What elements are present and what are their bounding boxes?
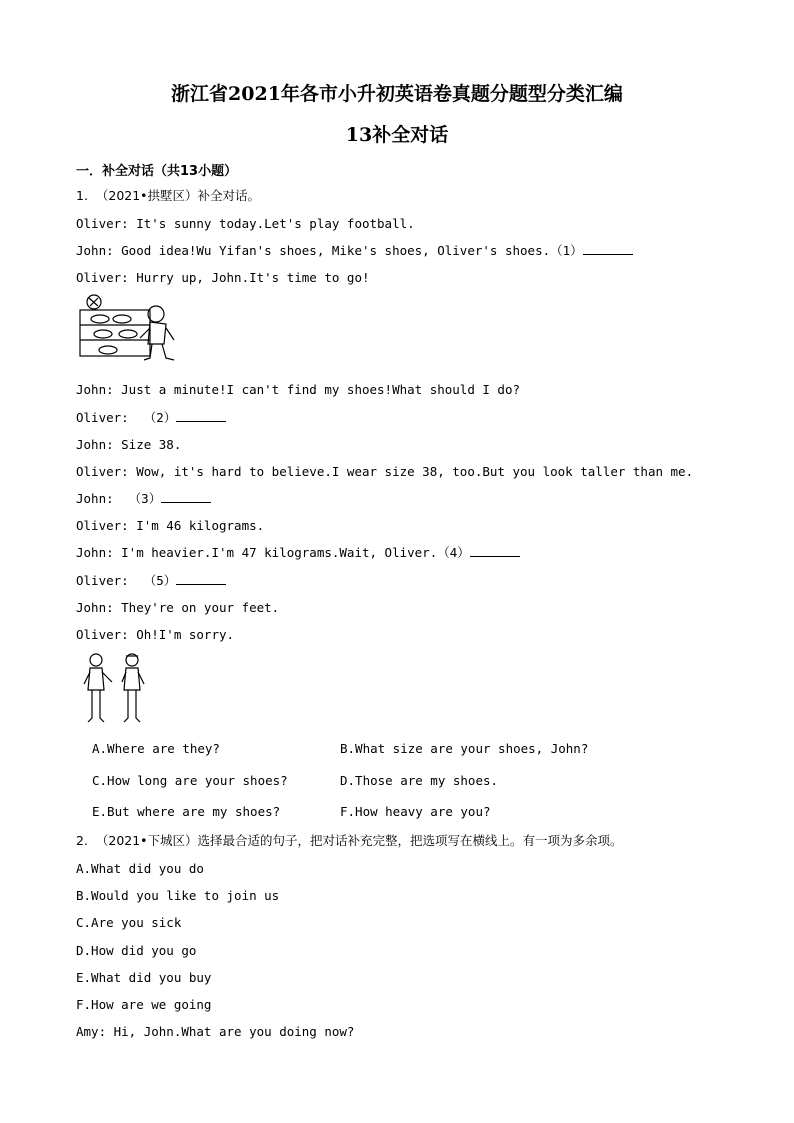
option-a: A.Where are they? — [92, 741, 220, 756]
dialogue-line: Oliver: I'm 46 kilograms. — [76, 518, 265, 533]
option-f: F.How heavy are you? — [340, 804, 491, 819]
option-line: F.How are we going — [76, 997, 212, 1012]
dialogue-line: John: They're on your feet. — [76, 600, 280, 615]
dialogue-line: Oliver: Wow, it's hard to believe.I wear size 38, too.But you look taller than me. — [76, 464, 694, 479]
dialogue-text: John: Good idea!Wu Yifan's shoes, Mike's shoes, Oliver's shoes.（1） — [76, 243, 583, 258]
option-line: D.How did you go — [76, 943, 197, 958]
document-title: 浙江省2021年各市小升初英语卷真题分题型分类汇编 — [171, 83, 623, 105]
dialogue-line — [76, 243, 633, 259]
dialogue-line: Oliver: Hurry up, John.It's time to go! — [76, 270, 370, 285]
answer-blank-4[interactable] — [470, 545, 520, 557]
option-e: E.But where are my shoes? — [92, 804, 281, 819]
option-d: D.Those are my shoes. — [340, 773, 499, 788]
dialogue-line — [76, 545, 520, 561]
dialogue-line — [76, 491, 211, 507]
section-heading: 一．补全对话（共13小题） — [76, 164, 238, 179]
option-line: C.Are you sick — [76, 915, 182, 930]
dialogue-line: Oliver: It's sunny today.Let's play football. — [76, 216, 415, 231]
dialogue-line: John: Size 38. — [76, 437, 182, 452]
question-1-header: 1. （2021•拱墅区）补全对话。 — [76, 188, 261, 203]
dialogue-line — [76, 573, 226, 589]
answer-blank-3[interactable] — [161, 491, 211, 503]
question-2-header: 2. （2021•下城区）选择最合适的句子，把对话补充完整，把选项写在横线上。有一项为多余项。 — [76, 833, 623, 848]
dialogue-text: Oliver: （5） — [76, 573, 177, 588]
option-line: B.Would you like to join us — [76, 888, 280, 903]
answer-blank-1[interactable] — [583, 243, 633, 255]
dialogue-line: John: Just a minute!I can't find my shoes!What should I do? — [76, 382, 521, 397]
dialogue-text: John: I'm heavier.I'm 47 kilograms.Wait, Oliver.（4） — [76, 545, 470, 560]
dialogue-text: John: （3） — [76, 491, 162, 506]
shoe-rack-illustration — [78, 294, 182, 364]
two-boys-illustration — [82, 652, 154, 726]
option-b: B.What size are your shoes, John? — [340, 741, 589, 756]
dialogue-line: Oliver: Oh!I'm sorry. — [76, 627, 235, 642]
option-line: A.What did you do — [76, 861, 204, 876]
dialogue-text: Oliver: （2） — [76, 410, 177, 425]
dialogue-line: Amy: Hi, John.What are you doing now? — [76, 1024, 355, 1039]
answer-blank-5[interactable] — [176, 573, 226, 585]
option-line: E.What did you buy — [76, 970, 212, 985]
answer-blank-2[interactable] — [176, 410, 226, 422]
dialogue-line — [76, 410, 226, 426]
option-c: C.How long are your shoes? — [92, 773, 288, 788]
document-subtitle: 13补全对话 — [345, 124, 449, 146]
